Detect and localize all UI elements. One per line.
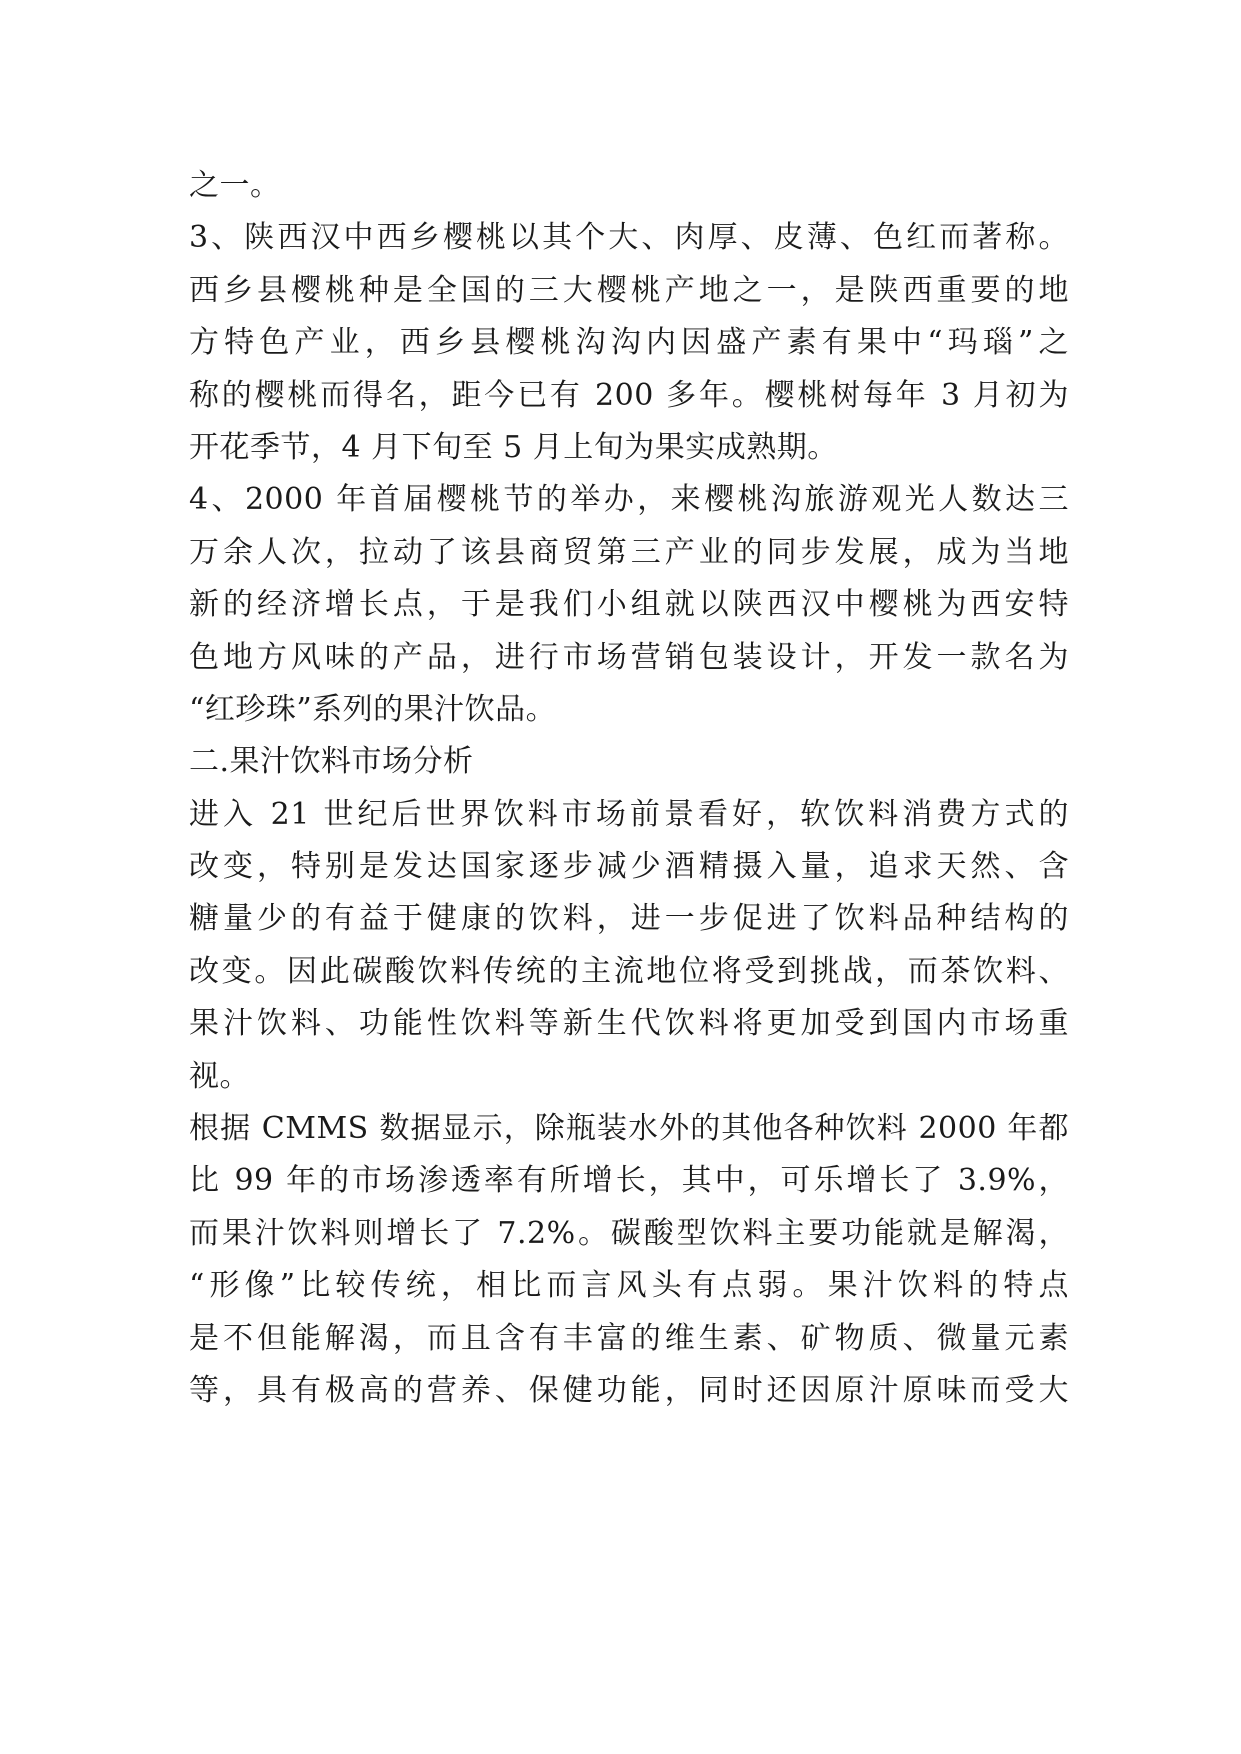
section-heading: 二.果汁饮料市场分析 [189,744,474,780]
text-line: 之一。 [189,168,281,203]
text-line: 等，具有极高的营养、保健功能，同时还因原汁原味而受大 [189,1372,1069,1408]
text-line: “红珍珠”系列的果汁饮品。 [189,691,557,727]
text-line: 4、2000 年首届樱桃节的举办，来樱桃沟旅游观光人数达三 [189,482,1069,518]
text-line: 比 99 年的市场渗透率有所增长，其中，可乐增长了 3.9%， [189,1163,1069,1199]
text-line: 方特色产业，西乡县樱桃沟沟内因盛产素有果中“玛瑙”之 [189,325,1069,361]
text-line: 糖量少的有益于健康的饮料，进一步促进了饮料品种结构的 [189,901,1069,937]
text-line: 改变。因此碳酸饮料传统的主流地位将受到挑战，而茶饮料、 [189,953,1069,989]
text-line: 万余人次，拉动了该县商贸第三产业的同步发展，成为当地 [189,534,1069,570]
text-line: 而果汁饮料则增长了 7.2%。碳酸型饮料主要功能就是解渴， [189,1215,1069,1251]
text-line: 果汁饮料、功能性饮料等新生代饮料将更加受到国内市场重 [189,1006,1069,1042]
text-line: 开花季节，4 月下旬至 5 月上旬为果实成熟期。 [189,429,838,465]
text-line: 是不但能解渴，而且含有丰富的维生素、矿物质、微量元素 [189,1320,1069,1356]
text-line: 色地方风味的产品，进行市场营销包装设计，开发一款名为 [189,639,1069,675]
document-page [189,160,1069,1417]
text-line: 称的樱桃而得名，距今已有 200 多年。樱桃树每年 3 月初为 [189,377,1069,413]
text-line: 3、陕西汉中西乡樱桃以其个大、肉厚、皮薄、色红而著称。 [189,220,1069,256]
text-line: 新的经济增长点，于是我们小组就以陕西汉中樱桃为西安特 [189,587,1069,623]
text-line: 根据 CMMS 数据显示，除瓶装水外的其他各种饮料 2000 年都 [189,1111,1069,1147]
text-line: “形像”比较传统，相比而言风头有点弱。果汁饮料的特点 [189,1268,1069,1304]
text-line: 进入 21 世纪后世界饮料市场前景看好，软饮料消费方式的 [189,796,1069,832]
text-line: 西乡县樱桃种是全国的三大樱桃产地之一，是陕西重要的地 [189,272,1069,308]
text-line: 视。 [189,1058,250,1094]
text-line: 改变，特别是发达国家逐步减少酒精摄入量，追求天然、含 [189,849,1069,885]
